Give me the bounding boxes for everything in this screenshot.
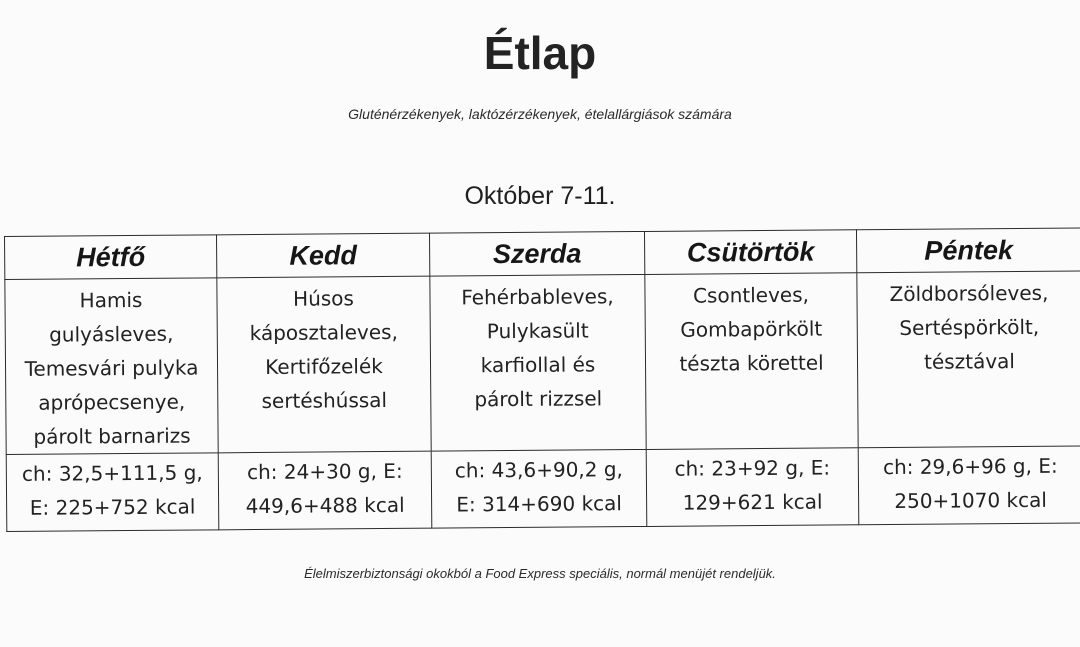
page-subtitle: Gluténérzékenyek, laktózérzékenyek, ételallárgiások számára: [348, 106, 732, 122]
nutrition-row: [6, 446, 1080, 531]
footer-note: Élelmiszerbiztonsági okokból a Food Express speciális, normál menüjét rendeljük.: [304, 566, 776, 581]
nutrition-monday: ch: 32,5+111,5 g, E: 225+752 kcal: [6, 453, 219, 532]
dishes-row: [5, 271, 1080, 454]
day-header-monday: Hétfő: [5, 235, 217, 280]
page-title: Étlap: [483, 27, 597, 79]
dishes-monday: Hamis gulyásleves, Temesvári pulyka aprópecsenye, párolt barnarizs: [5, 278, 218, 455]
nutrition-wednesday: ch: 43,6+90,2 g, E: 314+690 kcal: [431, 449, 647, 528]
dishes-tuesday: Húsos káposztaleves, Kertifőzelék sertéshússal: [217, 276, 431, 453]
nutrition-thursday: ch: 23+92 g, E: 129+621 kcal: [646, 448, 859, 527]
nutrition-tuesday: ch: 24+30 g, E: 449,6+488 kcal: [218, 451, 432, 530]
dishes-wednesday: Fehérbableves, Pulykasült karfiollal és párolt rizzsel: [430, 274, 646, 451]
day-header-friday: Péntek: [856, 228, 1080, 273]
dishes-friday: Zöldborsóleves, Sertéspörkölt, tésztával: [857, 271, 1080, 448]
day-header-wednesday: Szerda: [429, 231, 644, 276]
day-header-tuesday: Kedd: [216, 233, 429, 278]
date-range: Október 7-11.: [464, 182, 616, 210]
nutrition-friday: ch: 29,6+96 g, E: 250+1070 kcal: [858, 446, 1080, 525]
dishes-thursday: Csontleves, Gombapörkölt tészta körettel: [645, 273, 858, 450]
day-header-thursday: Csütörtök: [644, 230, 856, 275]
menu-table: [4, 228, 1080, 532]
